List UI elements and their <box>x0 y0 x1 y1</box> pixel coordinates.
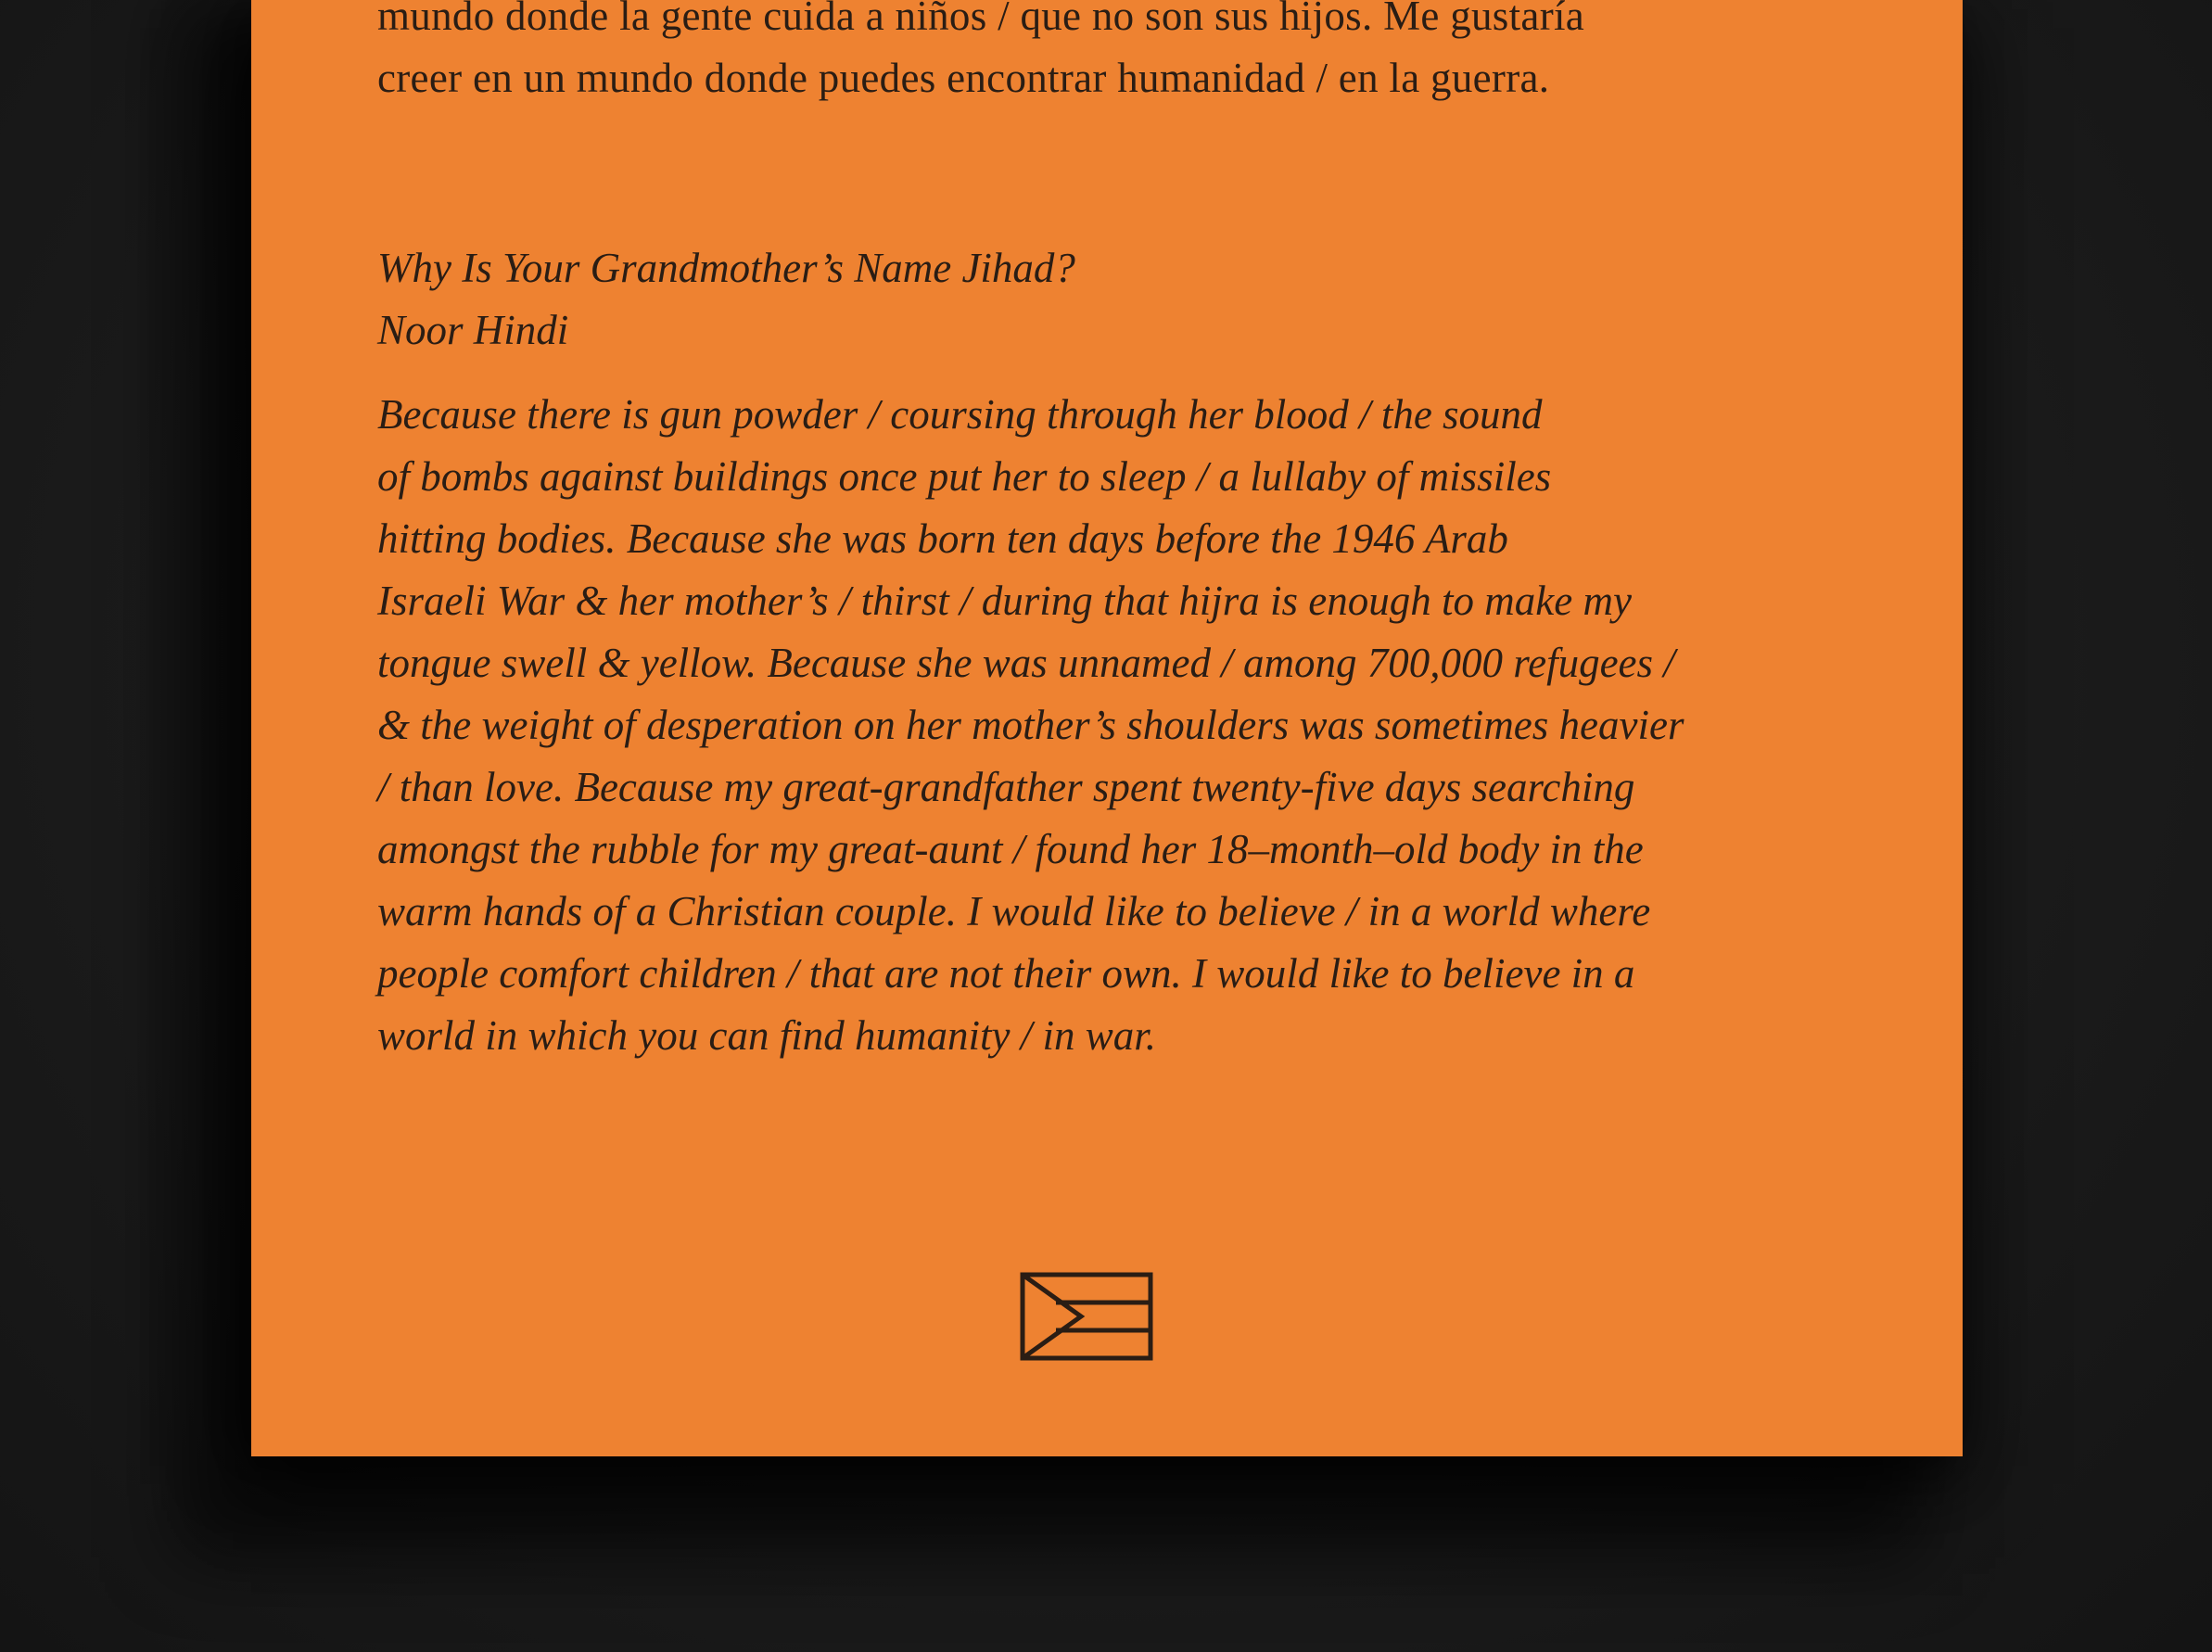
poem-body <box>377 384 1861 1067</box>
poem-line: world in which you can find humanity / in war. <box>377 1012 1156 1059</box>
poem-heading <box>377 237 1075 362</box>
orange-poster <box>251 0 1963 1456</box>
poem-line: of bombs against buildings once put her to sleep / a lullaby of missiles <box>377 453 1552 500</box>
intro-text <box>377 0 1861 109</box>
poem-title: Why Is Your Grandmother’s Name Jihad? <box>377 245 1075 291</box>
palestinian-flag-outline-icon <box>1020 1272 1153 1361</box>
intro-line: mundo donde la gente cuida a niños / que no son sus hijos. Me gustaría <box>377 0 1585 39</box>
poem-line: / than love. Because my great-grandfather spent twenty-five days searching <box>377 764 1635 810</box>
poem-line: Because there is gun powder / coursing through her blood / the sound <box>377 391 1543 438</box>
intro-line: creer en un mundo donde puedes encontrar humanidad / en la guerra. <box>377 55 1550 101</box>
poem-line: people comfort children / that are not their own. I would like to believe in a <box>377 950 1635 997</box>
poem-line: warm hands of a Christian couple. I would like to believe / in a world where <box>377 888 1651 934</box>
poem-line: amongst the rubble for my great-aunt / found her 18–month–old body in the <box>377 826 1644 872</box>
poem-line: hitting bodies. Because she was born ten days before the 1946 Arab <box>377 515 1508 562</box>
poem-line: tongue swell & yellow. Because she was unnamed / among 700,000 refugees / <box>377 640 1675 686</box>
poem-line: & the weight of desperation on her mother’s shoulders was sometimes heavier <box>377 702 1684 748</box>
poem-line: Israeli War & her mother’s / thirst / during that hijra is enough to make my <box>377 578 1632 624</box>
poem-author: Noor Hindi <box>377 307 569 353</box>
